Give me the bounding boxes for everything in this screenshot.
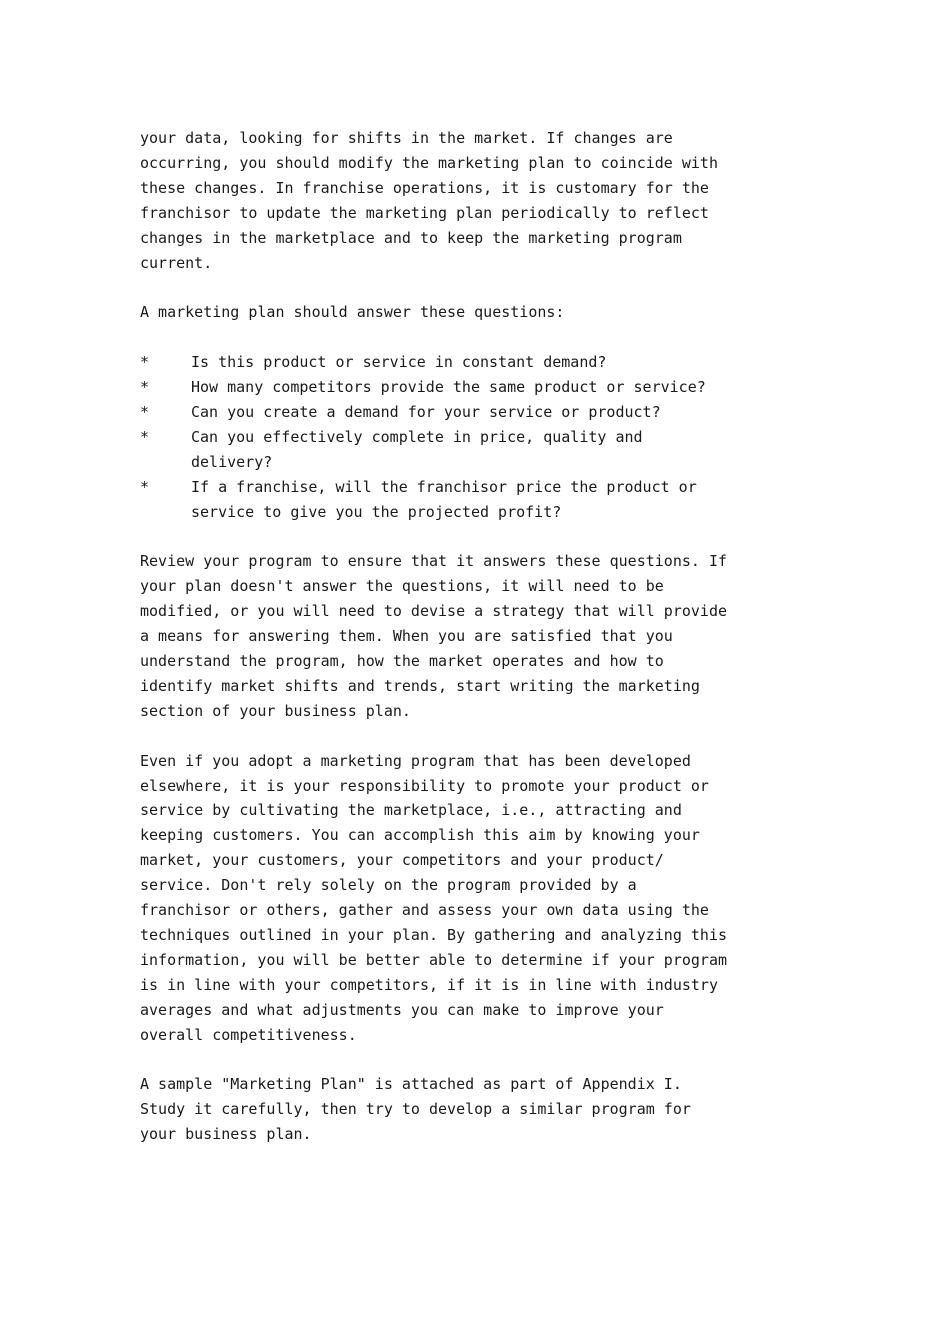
text-line: averages and what adjustments you can make to improve your <box>140 1000 664 1019</box>
list-item <box>140 400 720 425</box>
bullet-marker: * <box>140 402 150 421</box>
bullet-marker: * <box>140 378 150 397</box>
text-line: overall competitiveness. <box>140 1025 357 1044</box>
list-item-text: If a franchise, will the franchisor price the product or <box>191 477 697 496</box>
list-item <box>140 375 720 400</box>
bullet-marker: * <box>140 427 150 446</box>
questions-list <box>140 350 720 524</box>
text-line: service. Don't rely solely on the program provided by a <box>140 876 637 895</box>
text-line: your business plan. <box>140 1125 312 1144</box>
text-line: modified, or you will need to devise a strategy that will provide <box>140 602 727 621</box>
list-item <box>140 425 720 475</box>
text-line: these changes. In franchise operations, it is customary for the <box>140 178 709 197</box>
list-item-text: service to give you the projected profit? <box>191 502 562 521</box>
text-line: A marketing plan should answer these questions: <box>140 303 565 322</box>
paragraph-market-shifts <box>140 126 720 275</box>
text-line: elsewhere, it is your responsibility to promote your product or <box>140 776 709 795</box>
text-line: keeping customers. You can accomplish this aim by knowing your <box>140 826 700 845</box>
text-line: section of your business plan. <box>140 701 411 720</box>
document-body <box>140 126 727 1172</box>
bullet-marker: * <box>140 477 150 496</box>
list-item <box>140 475 720 525</box>
text-line: identify market shifts and trends, start writing the marketing <box>140 676 700 695</box>
text-line: current. <box>140 253 213 272</box>
text-line: occurring, you should modify the marketing plan to coincide with <box>140 153 718 172</box>
text-line: A sample "Marketing Plan" is attached as part of Appendix I. <box>140 1075 682 1094</box>
list-item-text: Can you effectively complete in price, quality and <box>191 427 643 446</box>
text-line: understand the program, how the market operates and how to <box>140 651 664 670</box>
text-line: Study it carefully, then try to develop a similar program for <box>140 1100 691 1119</box>
text-line: information, you will be better able to determine if your program <box>140 950 727 969</box>
text-line: Even if you adopt a marketing program that has been developed <box>140 751 691 770</box>
paragraph-review-program <box>140 549 727 723</box>
text-line: your plan doesn't answer the questions, it will need to be <box>140 577 664 596</box>
list-item-text: Can you create a demand for your service or product? <box>191 402 661 421</box>
text-line: changes in the marketplace and to keep the marketing program <box>140 228 682 247</box>
list-item-text: delivery? <box>191 452 273 471</box>
text-line: service by cultivating the marketplace, i.e., attracting and <box>140 801 682 820</box>
text-line: your data, looking for shifts in the market. If changes are <box>140 129 673 147</box>
text-line: Review your program to ensure that it answers these questions. If <box>140 552 727 571</box>
bullet-marker: * <box>140 353 150 372</box>
text-line: is in line with your competitors, if it is in line with industry <box>140 975 718 994</box>
paragraph-sample-plan <box>140 1072 720 1147</box>
text-line: techniques outlined in your plan. By gathering and analyzing this <box>140 925 727 944</box>
text-line: franchisor to update the marketing plan periodically to reflect <box>140 203 709 222</box>
text-line: market, your customers, your competitors and your product/ <box>140 851 664 870</box>
text-line: franchisor or others, gather and assess your own data using the <box>140 901 709 920</box>
list-item-text: Is this product or service in constant demand? <box>191 353 607 372</box>
list-item <box>140 350 720 375</box>
paragraph-questions-intro <box>140 300 720 325</box>
text-line: a means for answering them. When you are satisfied that you <box>140 627 673 646</box>
paragraph-responsibility <box>140 749 727 1048</box>
list-item-text: How many competitors provide the same product or service? <box>191 378 706 397</box>
